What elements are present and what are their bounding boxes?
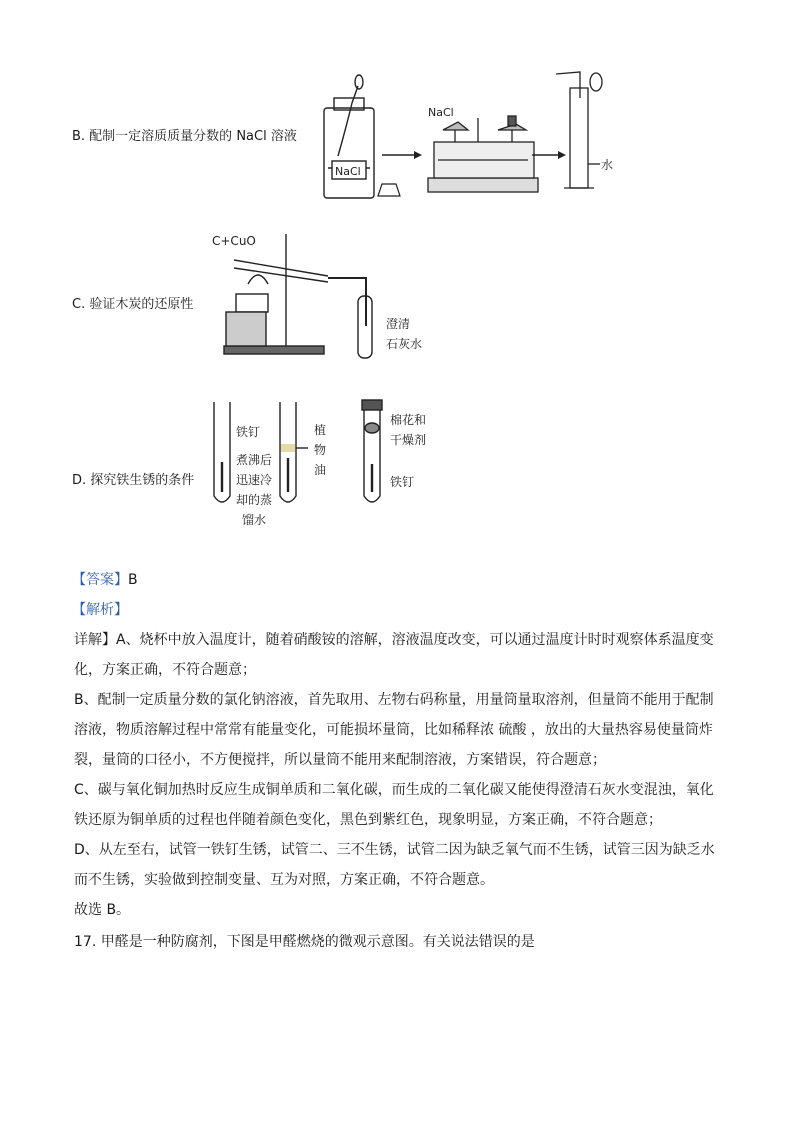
explanation-line: 化，方案正确，不符合题意； <box>74 662 256 678</box>
balance-nacl-label: NaCl <box>428 106 454 119</box>
test-tube-1-icon <box>214 402 230 502</box>
answer-line <box>72 570 138 590</box>
figure-b-solution-preparation <box>318 68 618 203</box>
cylinder-water-label: 水 <box>601 158 614 172</box>
explanation-line: C、碳与氧化铜加热时反应生成铜单质和二氧化碳，而生成的二氧化碳又能使得澄清石灰水变混浊，氧化 <box>74 782 714 798</box>
explanation-line: 溶液，物质溶解过程中常常有能量变化，可能损坏量筒，比如稀释浓 硫酸 ，放出的大量热容易使量筒炸 <box>74 722 713 738</box>
answer-value: B <box>128 572 138 588</box>
limewater-label-2: 石灰水 <box>386 337 423 351</box>
figure-c-carbon-reduction <box>208 226 448 361</box>
oil-label-3: 油 <box>314 463 327 477</box>
reagent-jar <box>324 75 374 198</box>
analysis-label: 【解析】 <box>72 602 128 618</box>
boiled-water-label-2: 迅速冷 <box>236 473 273 487</box>
balance-icon <box>428 116 538 192</box>
option-d-label: D. 探究铁生锈的条件 <box>72 473 195 488</box>
boiled-water-label-4: 馏水 <box>242 513 267 527</box>
boiled-water-label-3: 却的蒸 <box>236 493 273 507</box>
measuring-cylinder-icon <box>556 72 602 188</box>
jar-nacl-label: NaCl <box>335 165 361 178</box>
test-tube-3-icon <box>362 400 382 502</box>
limewater-label-1: 澄清 <box>386 317 411 331</box>
boiled-water-label-1: 煮沸后 <box>236 453 273 467</box>
explanation-line: 铁还原为铜单质的过程也伴随着颜色变化，黑色到紫红色，现象明显，方案正确，不符合题意； <box>74 812 662 828</box>
lid-icon <box>378 184 400 196</box>
explanation-line: 裂，量筒的口径小，不方便搅拌，所以量筒不能用来配制溶液，方案错误，符合题意； <box>74 752 606 768</box>
iron-stand-icon <box>224 234 372 358</box>
figure-d-rust-conditions <box>208 396 428 531</box>
reactants-label: C+CuO <box>212 234 256 248</box>
option-c-label: C. 验证木炭的还原性 <box>72 297 194 312</box>
tube3-nail-label: 铁钉 <box>390 475 415 489</box>
tube1-nail-label: 铁钉 <box>236 425 261 439</box>
explanation-line: 故选 B。 <box>74 902 131 918</box>
question-17: 17. 甲醛是一种防腐剂，下图是甲醛燃烧的微观示意图。有关说法错误的是 <box>74 934 535 950</box>
oil-label-1: 植 <box>314 423 327 437</box>
desiccant-label-1: 棉花和 <box>390 413 427 427</box>
option-b-label: B. 配制一定溶质质量分数的 NaCl 溶液 <box>72 129 297 144</box>
explanation-line: D、从左至右，试管一铁钉生锈，试管二、三不生锈，试管二因为缺乏氧气而不生锈，试管三因为缺乏水 <box>74 842 715 858</box>
oil-label-2: 物 <box>314 443 327 457</box>
explanation-line: 而不生锈，实验做到控制变量、互为对照，方案正确，不符合题意。 <box>74 872 494 888</box>
desiccant-label-2: 干燥剂 <box>390 433 427 447</box>
answer-label: 【答案】 <box>72 572 128 588</box>
explanation-line: B、配制一定质量分数的氯化钠溶液，首先取用、左物右码称量，用量筒量取溶剂，但量筒不能用于配制 <box>74 692 714 708</box>
test-tube-2-icon <box>280 402 308 502</box>
explanation-line: 详解】A、烧杯中放入温度计，随着硝酸铵的溶解，溶液温度改变，可以通过温度计时时观察体系温度变 <box>74 632 714 648</box>
